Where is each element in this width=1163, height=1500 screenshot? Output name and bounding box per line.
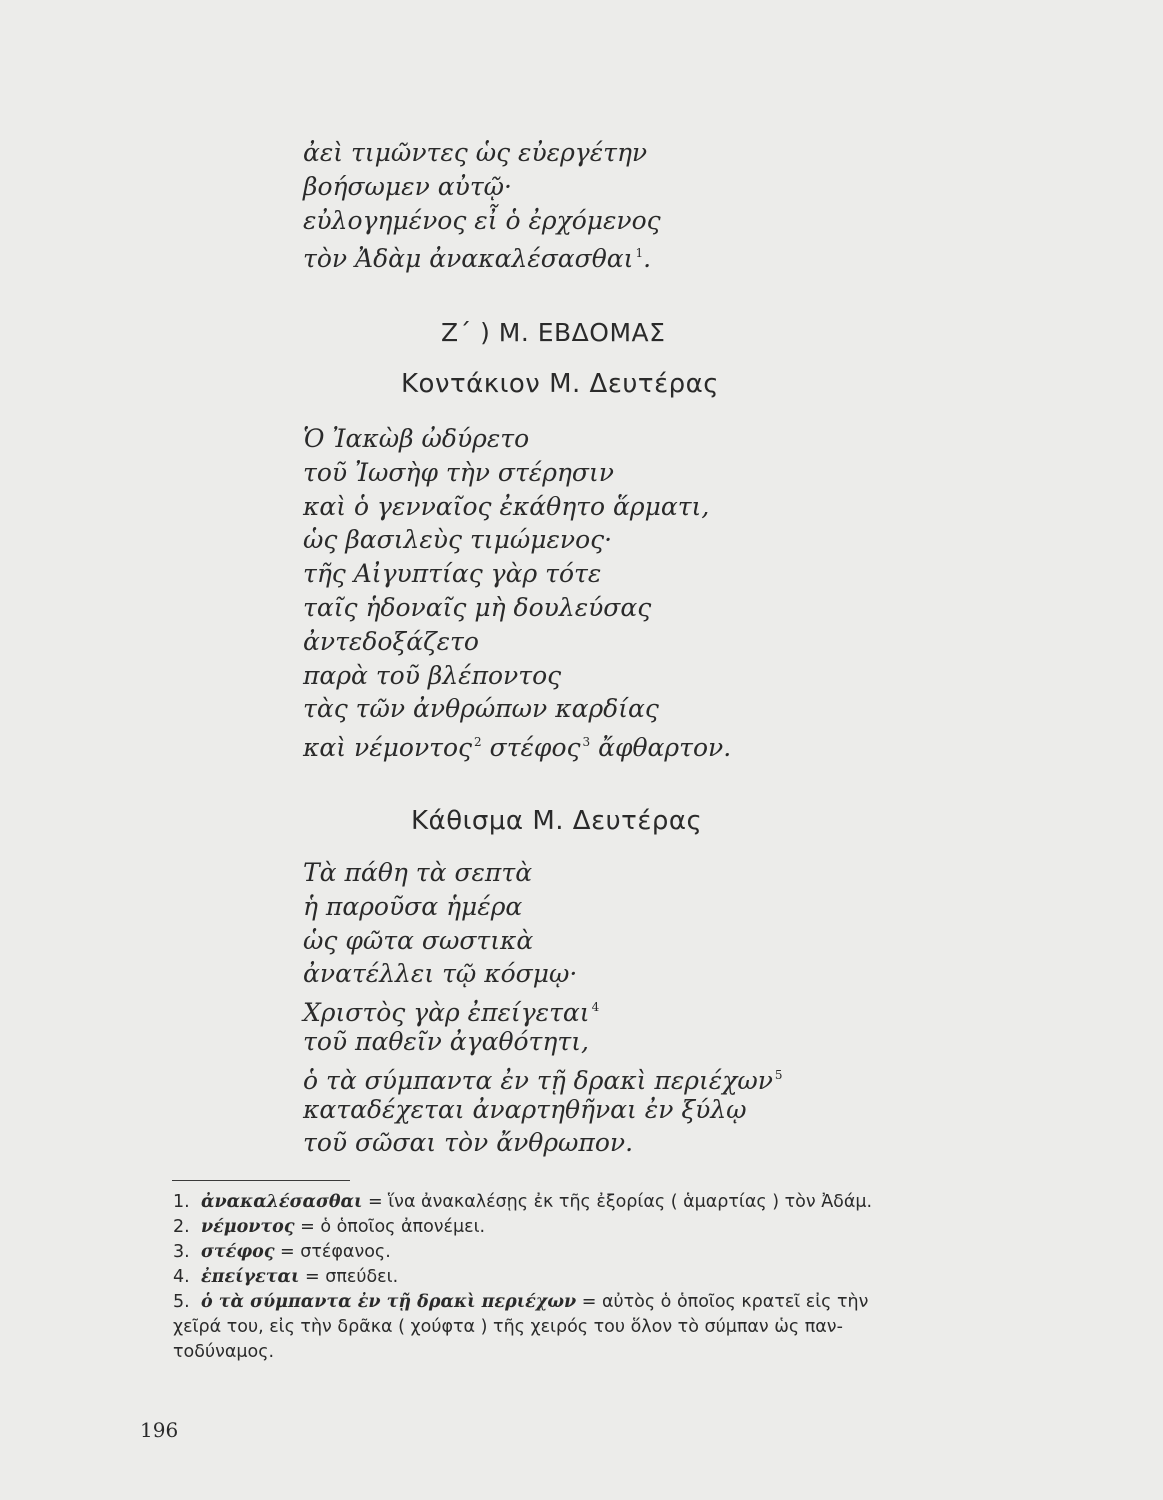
- section-heading: Ζ΄ ) Μ. ΕΒΔΟΜΑΣ: [441, 318, 666, 347]
- footnote-term: ἐπείγεται: [201, 1267, 300, 1287]
- verse-line: [303, 1059, 783, 1093]
- verse-line: τοῦ Ἰωσὴφ τὴν στέρησιν: [303, 457, 614, 487]
- verse-line: ἀντεδοξάζετο: [303, 626, 479, 656]
- verse-text: ὁ τὰ σύμπαντα ἐν τῇ δρακὶ περιέχων: [303, 1065, 773, 1095]
- verse-text: ἄφθαρτον.: [598, 733, 732, 763]
- verse-line: ἀνατέλλει τῷ κόσμῳ·: [303, 959, 578, 989]
- footnote-ref: 1: [635, 246, 644, 261]
- verse-line: τοῦ παθεῖν ἀγαθότητι,: [303, 1026, 589, 1056]
- footnote-term: ὁ τὰ σύμπαντα ἐν τῇ δρακὶ περιέχων: [201, 1292, 577, 1312]
- verse-line: ὡς βασιλεὺς τιμώμενος·: [303, 525, 613, 555]
- footnote-text: ὁ ὁποῖος ἀπονέμει.: [320, 1217, 486, 1237]
- verse-line: βοήσωμεν αὐτῷ·: [303, 171, 512, 201]
- footnotes: [173, 1190, 973, 1365]
- footnote-term: ἀνακαλέσασθαι: [201, 1192, 363, 1212]
- verse-line: τὸν Ἀδὰμ ἀνακαλέσασθαι $^1$.: [303, 244, 652, 274]
- footnote-5-continued: χεῖρά του, εἰς τὴν δρᾶκα ( χούφτα ) τῆς χειρός του ὅλον τὸ σύμπαν ὡς παν-: [173, 1317, 843, 1337]
- footnote-2: 2. νέμοντος = ὁ ὁποῖος ἀπονέμει.: [173, 1217, 486, 1237]
- footnote-ref: 2: [474, 735, 482, 750]
- verse-text: στέφος: [489, 733, 581, 763]
- footnote-text: ἵνα ἀνακαλέσῃς ἐκ τῆς ἐξορίας ( ἁμαρτίας ) τὸν Ἀδάμ.: [388, 1192, 873, 1212]
- verse-line: ἀεὶ τιμῶντες ὡς εὐεργέτην: [303, 138, 648, 167]
- footnote-term: στέφος: [201, 1242, 275, 1262]
- verse-text: καὶ νέμοντος: [303, 733, 473, 763]
- verse-line: ἡ παροῦσα ἡμέρα: [303, 891, 523, 921]
- verse-line: [303, 991, 783, 1028]
- footnote-3: 3. στέφος = στέφανος.: [173, 1242, 391, 1262]
- footnote-ref: 3: [582, 735, 591, 750]
- kontakion-verses: [303, 422, 732, 763]
- footnote-1: 1. ἀνακαλέσασθαι = ἵνα ἀνακαλέσῃς ἐκ τῆς ἐξορίας ( ἁμαρτίας ) τὸν Ἀδάμ.: [173, 1192, 873, 1212]
- verse-line: εὐλογημένος εἶ ὁ ἐρχόμενος: [303, 205, 661, 235]
- verse-line: ὡς φῶτα σωστικὰ: [303, 925, 534, 955]
- footnote-5-continued: τοδύναμος.: [173, 1342, 275, 1362]
- opening-stanza: [303, 136, 661, 274]
- footnote-text: σπεύδει.: [325, 1267, 399, 1287]
- verse-line: καὶ ὁ γενναῖος ἐκάθητο ἅρματι,: [303, 491, 710, 521]
- footnote-ref: 4: [591, 1000, 600, 1015]
- page-number: 196: [140, 1418, 179, 1442]
- footnote-text: αὐτὸς ὁ ὁποῖος κρατεῖ εἰς τὴν: [601, 1292, 869, 1312]
- verse-line: Τὰ πάθη τὰ σεπτὰ: [303, 858, 533, 887]
- footnote-ref: 5: [774, 1067, 783, 1082]
- verse-line: ταῖς ἡδοναῖς μὴ δουλεύσας: [303, 592, 652, 622]
- verse-line: Ὁ Ἰακὼβ ὠδύρετο: [303, 424, 530, 453]
- footnote-term: νέμοντος: [201, 1217, 295, 1237]
- verse-line: τοῦ σῶσαι τὸν ἄνθρωπον.: [303, 1128, 634, 1158]
- footnote-5: 5. ὁ τὰ σύμπαντα ἐν τῇ δρακὶ περιέχων = αὐτὸς ὁ ὁποῖος κρατεῖ εἰς τὴν: [173, 1292, 869, 1312]
- footnote-4: 4. ἐπείγεται = σπεύδει.: [173, 1267, 399, 1287]
- verse-line: τὰς τῶν ἀνθρώπων καρδίας: [303, 694, 659, 724]
- kathisma-title: Κάθισμα Μ. Δευτέρας: [411, 806, 703, 836]
- verse-text: τὸν Ἀδὰμ ἀνακαλέσασθαι: [303, 244, 634, 274]
- verse-line: καταδέχεται ἀναρτηθῆναι ἐν ξύλῳ: [303, 1094, 747, 1124]
- kontakion-title: Κοντάκιον Μ. Δευτέρας: [401, 369, 720, 399]
- kathisma-verses: [303, 856, 783, 1160]
- verse-text: Χριστὸς γὰρ ἐπείγεται: [303, 998, 590, 1028]
- footnote-text: στέφανος.: [300, 1242, 391, 1262]
- footnote-divider: [172, 1180, 350, 1181]
- verse-line: παρὰ τοῦ βλέποντος: [303, 660, 562, 690]
- verse-line: [303, 726, 732, 763]
- verse-line: τῆς Αἰγυπτίας γὰρ τότε: [303, 559, 602, 589]
